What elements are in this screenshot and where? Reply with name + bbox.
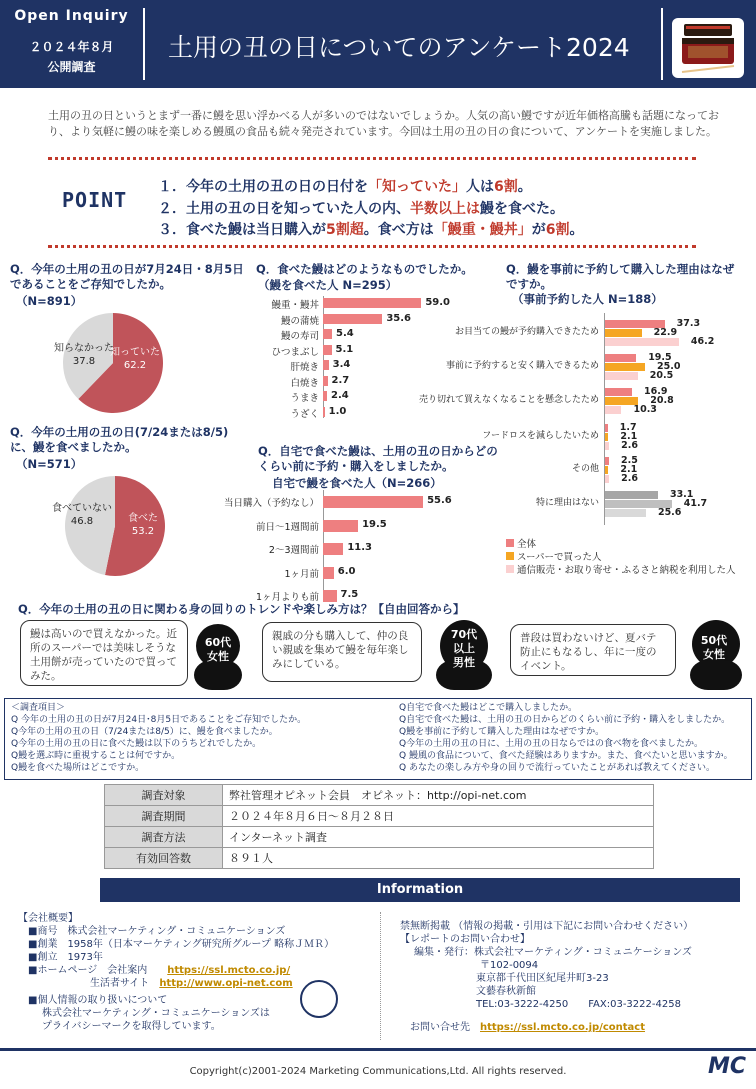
q4-bars-value: 6.0 — [337, 565, 356, 577]
q5-bar — [605, 442, 609, 450]
q4-bars-label: 1ヶ月よりも前 — [255, 592, 319, 603]
header-bar — [0, 0, 756, 88]
q3-bars-bar — [323, 314, 382, 324]
q3-title: Q．食べた鰻はどのようなものでしたか。 — [256, 262, 473, 276]
footer-line — [0, 1048, 756, 1051]
q5-sub: （事前予約した人 N=188） — [512, 292, 663, 306]
q4-bars-value: 11.3 — [347, 542, 373, 553]
header-tag: Open Inquiry — [14, 8, 129, 24]
q3-bars-label: 白焼き — [290, 377, 319, 389]
q5-bar — [605, 388, 632, 396]
q5-label: 事前に予約すると安く購入できるため — [445, 361, 599, 371]
q3-bars-bar — [323, 329, 332, 339]
q3-bars-value: 1.0 — [328, 405, 347, 417]
info-bar: Information — [100, 878, 740, 902]
q5-value: 16.9 — [644, 386, 668, 397]
q5-value: 25.6 — [657, 507, 682, 518]
header-date: ２０２４年８月 — [29, 40, 114, 54]
copyright: Copyright(c)2001-2024 Marketing Communications,Ltd. All rights reserved. — [189, 1066, 567, 1077]
q4-bars-value: 7.5 — [340, 589, 359, 600]
q5-value: 1.7 — [619, 422, 637, 433]
comment-bubble-2: 親戚の分も購入して、仲の良い親戚を集めて鰻を毎年楽しみにしている。 — [262, 622, 422, 682]
q5-value: 20.8 — [650, 395, 674, 406]
company-link[interactable]: https://ssl.mcto.co.jp/ — [167, 965, 291, 976]
person-label-2: 70代 以上 男性 — [450, 628, 478, 669]
person-label-3: 50代 女性 — [700, 634, 728, 661]
q4-title: Q．自宅で食べた鰻は、土用の丑の日からどのくらい前に予約・購入をしましたか。 — [258, 444, 498, 473]
q4-bars-bar — [323, 543, 343, 555]
point-3: ３．食べた鰻は当日購入が5割超。食べ方は「鰻重・鰻丼」が6割。 — [158, 222, 584, 238]
q5-bar — [605, 363, 645, 371]
q5-value: 19.5 — [648, 352, 672, 363]
q3-bars-value: 3.4 — [332, 359, 351, 370]
q5-bar — [605, 433, 608, 441]
table-row: 調査方法 インターネット調査 — [105, 827, 654, 848]
q3-bars-value: 5.1 — [335, 343, 354, 355]
divider-point — [48, 245, 696, 248]
q1-n: （N=891） — [16, 294, 83, 308]
q3-bars-label: 鰻の蒲焼 — [280, 315, 319, 327]
survey-table — [104, 784, 654, 869]
q5-value: 2.6 — [621, 440, 638, 451]
legend-item-online: 通信販売・お取り寄せ・ふるさと納税を利用した人 — [506, 564, 736, 577]
q1-no-label: 知らなかった 37.8 — [54, 343, 114, 367]
opinet-link[interactable]: http://www.opi-net.com — [159, 978, 293, 989]
company-info: 【会社概要】 ■商号 株式会社マーケティング・コミュニケーションズ ■創業 1958年（日本マーケティング研究所グループ 略称ＪＭＲ） ■創立 1973年 ■ホームページ 会社案内 https://ssl.mcto.co.jp/ 生活者サイト http://www.opi-net.com ■個人情報の取り扱いについて 株式会社マーケティング・コミュニケーションズは プライバシーマークを取得しています。 — [18, 913, 335, 1032]
table-row: 調査対象 弊社管理オピネット会員 オピネット：http://opi-net.com — [105, 785, 654, 806]
q3-bars-value: 35.6 — [386, 312, 412, 324]
point-2: ２．土用の丑の日を知っていた人の内、半数以上は鰻を食べた。 — [158, 201, 564, 217]
page-title: 土用の丑の日についてのアンケート2024 — [168, 33, 630, 62]
unaju-image — [672, 18, 744, 78]
q5-value: 33.1 — [669, 489, 694, 500]
mc-logo: MC — [707, 1054, 747, 1079]
q3-bars-label: うまき — [290, 393, 319, 404]
q4-bars-label: 当日購入（予約なし） — [223, 498, 319, 509]
q4-bars-value: 55.6 — [427, 495, 452, 506]
q3-bars-value: 59.0 — [425, 297, 451, 308]
info-divider — [380, 912, 381, 1040]
header-divider — [143, 8, 145, 80]
q5-label: 特に理由はない — [535, 498, 599, 508]
q4-bars-value: 19.5 — [362, 518, 387, 530]
comment-bubble-1: 鰻は高いので買えなかった。近所のスーパーでは美味しそうな土用餅が売っていたので買ってみた。 — [20, 620, 188, 686]
q3-bars-label: うざく — [290, 408, 319, 420]
q1-yes-label: 知っていた 62.2 — [110, 347, 160, 371]
q3-bars-label: 鰻重・鰻丼 — [271, 300, 319, 311]
q4-bars-label: 1ヶ月前 — [284, 568, 319, 580]
q5-bar — [605, 338, 679, 346]
q3-bars-bar — [323, 391, 327, 401]
q4-bars-bar — [323, 520, 358, 532]
q3-bars-label: 鰻の寿司 — [280, 331, 319, 342]
q1-title: Q．今年の土用の丑の日が7月24日・8月5日であることをご存知でしたか。 — [10, 262, 244, 291]
q5-value: 41.7 — [683, 498, 708, 509]
q3-bars-label: ひつまぶし — [271, 346, 319, 358]
q3-bars-bar — [323, 298, 421, 308]
q3-bars-bar — [323, 345, 332, 355]
header-divider-right — [661, 8, 663, 80]
legend-item-all: 全体 — [506, 538, 736, 551]
comment-bubble-3: 普段は買わないけど、夏バテ防止にもなるし、年に一度のイベント。 — [510, 624, 676, 676]
q5-value: 46.2 — [690, 336, 715, 347]
q4-bars-bar — [323, 567, 334, 579]
q5-title: Q．鰻を事前に予約して購入した理由はなぜですか。 — [506, 262, 735, 291]
q3-bars-value: 5.4 — [336, 328, 354, 339]
q5-value: 22.9 — [653, 327, 678, 338]
q5-bar — [605, 329, 642, 337]
q5-value: 2.1 — [620, 464, 638, 475]
q3-bars-bar — [323, 360, 329, 370]
q4-bars-label: 前日～1週間前 — [255, 521, 319, 533]
q3-bars-label: 肝焼き — [290, 362, 319, 373]
q3-bars-value: 2.4 — [331, 390, 349, 401]
q5-bar — [605, 354, 636, 362]
q5-bar — [605, 491, 658, 499]
q5-value: 25.0 — [657, 361, 681, 372]
q2-n: （N=571） — [16, 457, 83, 471]
q5-value: 2.5 — [621, 455, 638, 466]
q4-bars-bar — [323, 590, 337, 602]
q3-bars-bar — [323, 376, 328, 386]
q2-title: Q．今年の土用の丑の日(7/24または8/5)に、鰻を食べましたか。 — [10, 425, 229, 454]
divider-top — [48, 157, 696, 160]
q5-value: 20.5 — [649, 370, 674, 381]
header-tag-block — [0, 0, 143, 88]
person-label-1: 60代 女性 — [204, 636, 232, 663]
survey-items-right: Q自宅で食べた鰻はどこで購入しましたか。 Q自宅で食べた鰻は、土用の丑の日からどのくらい前に予約・購入をしましたか。 Q鰻を事前に予約して購入した理由はなぜですか。 Q今年の土用の丑の日に、土用の丑の日ならではの食べ物を食べましたか。 Q 鰻風の食品について、食べた経験はありますか。また、食べたいと思いますか。 Q あなたの楽しみ方や身の回りで流行っていたことがあれば教えてください。 — [399, 703, 733, 773]
q2-yes-label: 食べた 53.2 — [128, 513, 158, 537]
q4-bars-label: 2～3週間前 — [268, 545, 319, 556]
q5-bar — [605, 372, 638, 380]
q5-value: 37.3 — [676, 318, 701, 329]
q5-bar — [605, 406, 621, 414]
q5-bar — [605, 457, 609, 465]
trend-title: Q．今年の土用の丑の日に関わる身の回りのトレンドや楽しみ方は？【自由回答から】 — [18, 602, 465, 616]
point-label: POINT — [62, 188, 128, 212]
contact-link[interactable]: https://ssl.mcto.co.jp/contact — [480, 1022, 646, 1033]
q5-bar — [605, 475, 609, 483]
q2-no-label: 食べていない 46.8 — [52, 503, 112, 527]
q5-legend — [506, 538, 736, 577]
q3-bars-bar — [323, 407, 325, 417]
q5-value: 10.3 — [633, 404, 657, 415]
q5-value: 2.1 — [620, 431, 638, 442]
q5-value: 2.6 — [621, 473, 638, 484]
q5-label: フードロスを減らしたいため — [482, 431, 599, 441]
intro-text: 土用の丑の日というとまず一番に鰻を思い浮かべる人が多いのではないでしょうか。人気の高い鰻ですが近年価格高騰も話題になっており、より気軽に鰻の味を楽しめる鰻風の食品も続々発売されています。今回は土用の丑の日の食について、アンケートを実施しました。 — [48, 109, 719, 138]
legend-item-super: スーパーで買った人 — [506, 551, 736, 564]
q3-bars-value: 2.7 — [331, 374, 350, 386]
q3-sub: （鰻を食べた人 N=295） — [258, 278, 398, 292]
privacy-mark-icon — [300, 980, 338, 1018]
table-row: 有効回答数 ８９１人 — [105, 848, 654, 869]
q5-bar — [605, 424, 608, 432]
q5-bar — [605, 509, 646, 517]
header-pub: 公開調査 — [47, 60, 96, 74]
survey-items-box — [4, 698, 752, 780]
contact-info: 禁無断掲載 （情報の掲載・引用は下記にお問い合わせください） 【レポートのお問い合わせ】 編集・発行：株式会社マーケティング・コミュニケーションズ 〒102-0094 東京都千代田区紀尾井町3-23 文藝春秋新館 TEL:03-3222-4250 FAX:03-3222-4258 お問い合せ先 https://ssl.mcto.co.jp/contact — [400, 921, 694, 1033]
q5-bar — [605, 466, 608, 474]
q4-sub: 自宅で鰻を食べた人（N=266） — [272, 476, 442, 490]
q5-label: お目当ての鰻が予約購入できたため — [454, 327, 599, 337]
survey-items-left: ＜調査項目＞ Q 今年の土用の丑の日が7月24日･8月5日であることをご存知でしたか。 Q今年の土用の丑の日（7/24または8/5）に、鰻を食べましたか。 Q今年の土用の丑の日に食べた鰻は以下のうちどれでしたか。 Q鰻を選ぶ時に重視することは何ですか。 Q鰻を食べた場所はどこですか。 — [11, 703, 307, 773]
q5-label: 売り切れて買えなくなることを懸念したため — [418, 395, 599, 405]
q5-label: その他 — [571, 464, 599, 474]
table-row: 調査期間 ２０２４年８月６日～８月２８日 — [105, 806, 654, 827]
point-1: １．今年の土用の丑の日の日付を「知っていた」人は6割。 — [158, 179, 532, 195]
